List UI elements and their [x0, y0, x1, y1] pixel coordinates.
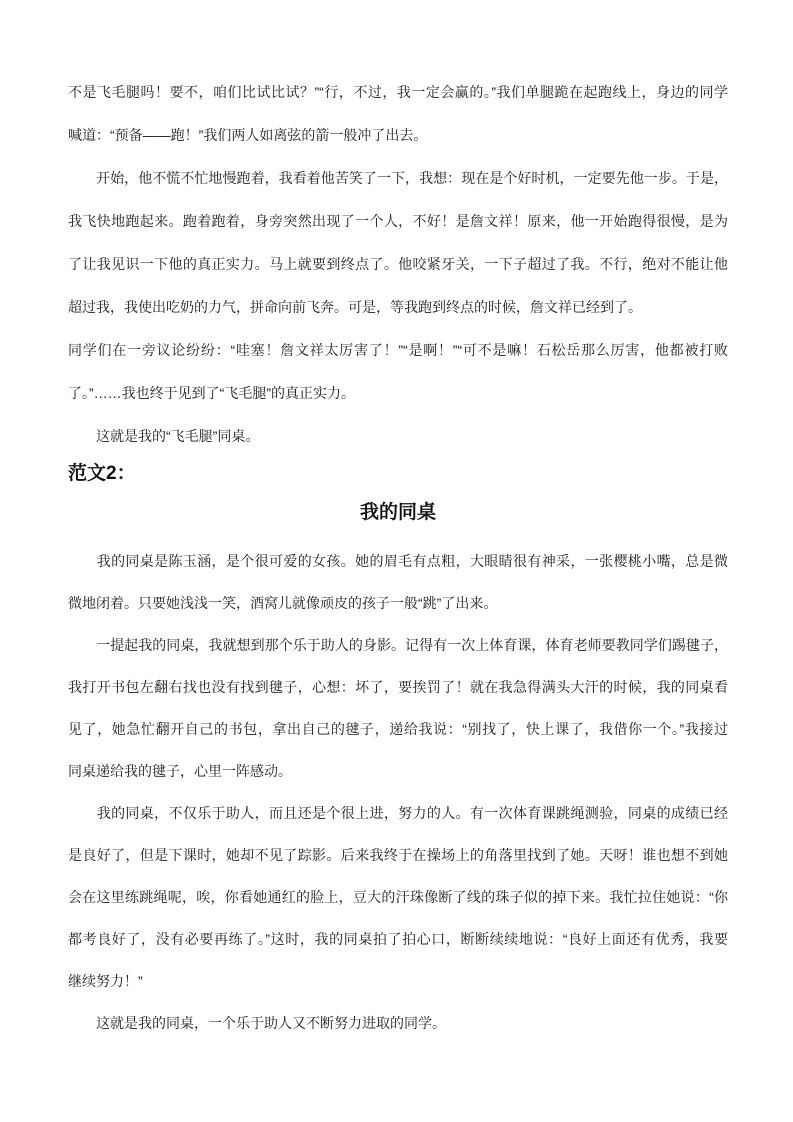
paragraph: [68, 540, 728, 624]
text-line: 我飞快地跑起来。跑着跑着，身旁突然出现了一个人，不好！是詹文祥！原来，他一开始跑得很慢，是为: [68, 213, 728, 229]
text-line: 同学们在一旁议论纷纷：“哇塞！詹文祥太厉害了！”“是啊！”“可不是嘛！石松岳那么厉害，他都被打败: [68, 342, 728, 358]
text-line: 这就是我的“飞毛腿”同桌。: [68, 428, 260, 444]
text-line: 见了，她急忙翻开自己的书包，拿出自己的毽子，递给我说：“别找了，快上课了，我借你一个。”我接过: [68, 721, 728, 737]
text-line: 开始，他不慌不忙地慢跑着，我看着他苦笑了一下，我想：现在是个好时机，一定要先他一步。于是，: [68, 170, 728, 186]
text-line: 一提起我的同桌，我就想到那个乐于助人的身影。记得有一次上体育课，体育老师要教同学们踢毽子，: [68, 637, 728, 653]
page-content: [68, 71, 728, 1044]
text-line: 都考良好了，没有必要再练了。”这时，我的同桌拍了拍心口，断断续续地说：“良好上面还有优秀，我要: [68, 931, 728, 947]
paragraph: [68, 157, 728, 329]
paragraph: [68, 624, 728, 792]
essay-2-section-label: 范文2：: [68, 463, 136, 484]
text-line: 不是飞毛腿吗！要不，咱们比试比试？”“行，不过，我一定会赢的。”我们单腿跪在起跑线上，身边的同学: [68, 84, 728, 100]
essay-2-body: [68, 540, 728, 1044]
text-line: 是良好了，但是下课时，她却不见了踪影。后来我终于在操场上的角落里找到了她。天呀！谁也想不到她: [68, 847, 728, 863]
text-line: 了。”……我也终于见到了“飞毛腿”的真正实力。: [68, 385, 355, 401]
text-line: 了让我见识一下他的真正实力。马上就要到终点了。他咬紧牙关，一下子超过了我。不行，绝对不能让他: [68, 256, 728, 272]
text-line: 这就是我的同桌，一个乐于助人又不断努力进取的同学。: [68, 1015, 446, 1031]
paragraph: [68, 792, 728, 1002]
text-line: 我的同桌是陈玉涵，是个很可爱的女孩。她的眉毛有点粗，大眼睛很有神采，一张樱桃小嘴，总是微: [68, 553, 728, 569]
text-line: 会在这里练跳绳呢，唉，你看她通红的脸上，豆大的汗珠像断了线的珠子似的掉下来。我忙拉住她说：“你: [68, 889, 728, 905]
essay-2-title: 我的同桌: [359, 502, 436, 523]
text-line: 我打开书包左翻右找也没有找到毽子，心想：坏了，要挨罚了！就在我急得满头大汗的时候，我的同桌看: [68, 679, 728, 695]
paragraph: [68, 329, 728, 415]
text-line: 喊道：“预备——跑！”我们两人如离弦的箭一般冲了出去。: [68, 127, 428, 143]
text-line: 同桌递给我的毽子，心里一阵感动。: [68, 763, 292, 779]
paragraph: [68, 415, 728, 458]
text-line: 继续努力！”: [68, 973, 143, 989]
essay-1-body: [68, 71, 728, 458]
text-line: 微地闭着。只要她浅浅一笑，酒窝儿就像顽皮的孩子一般“跳”了出来。: [68, 595, 498, 611]
text-line: 超过我，我使出吃奶的力气，拼命向前飞奔。可是，等我跑到终点的时候，詹文祥已经到了。: [68, 299, 642, 315]
paragraph: [68, 1002, 728, 1044]
text-line: 我的同桌，不仅乐于助人，而且还是个很上进，努力的人。有一次体育课跳绳测验，同桌的成绩已经: [68, 805, 728, 821]
paragraph: [68, 71, 728, 157]
